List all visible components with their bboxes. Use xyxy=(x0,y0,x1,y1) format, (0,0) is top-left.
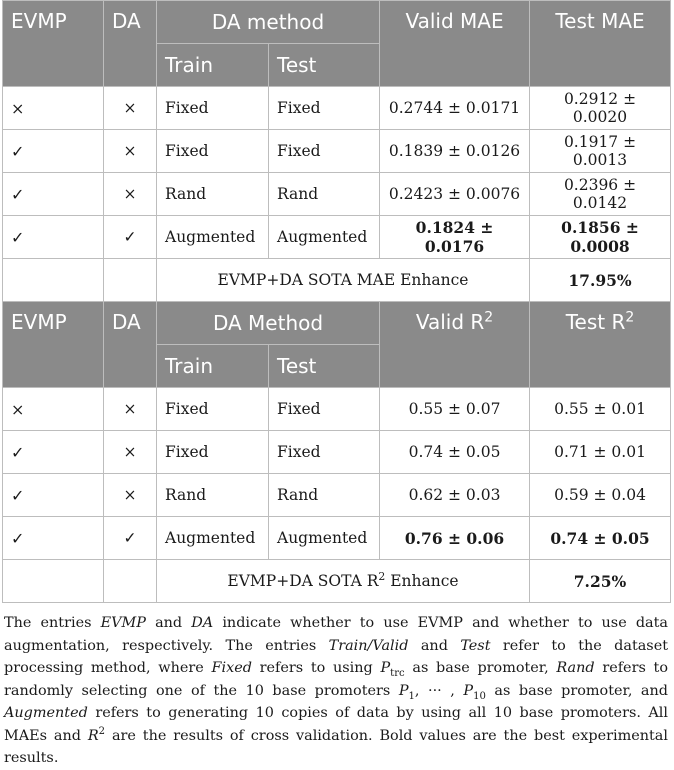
valid-mae-cell: 0.1824 ± 0.0176 xyxy=(380,216,530,259)
header-test-r2 xyxy=(530,302,671,388)
test-cell: Rand xyxy=(269,173,380,216)
table-row xyxy=(3,474,671,517)
caption-text: and xyxy=(145,615,192,631)
header-da-2: DA xyxy=(104,302,157,388)
da-cell: × xyxy=(104,431,157,474)
caption-italic: Rand xyxy=(556,660,595,676)
test-cell: Fixed xyxy=(269,388,380,431)
test-r2-cell: 0.74 ± 0.05 xyxy=(530,517,671,560)
table-caption xyxy=(4,612,668,770)
valid-r2-cell: 0.55 ± 0.07 xyxy=(380,388,530,431)
results-table xyxy=(2,0,671,603)
caption-sub: 1 xyxy=(408,690,415,702)
test-cell: Augmented xyxy=(269,216,380,259)
test-cell: Fixed xyxy=(269,87,380,130)
da-cell: × xyxy=(104,130,157,173)
mae-enhance-value: 17.95% xyxy=(530,259,671,302)
test-cell: Rand xyxy=(269,474,380,517)
table-row xyxy=(3,388,671,431)
header-da-method: DA method xyxy=(157,1,380,44)
caption-text: indicate whether to use EVMP and whether to use data augmentation, respectively. The entries xyxy=(4,615,668,654)
caption-sub: trc xyxy=(390,667,405,679)
header-train-2: Train xyxy=(157,345,269,388)
empty-cell xyxy=(3,259,104,302)
caption-text: , ··· , xyxy=(414,682,464,699)
caption-italic: R xyxy=(87,727,99,744)
empty-cell xyxy=(104,560,157,603)
caption-italic: Train/Valid xyxy=(328,637,409,654)
table-row xyxy=(3,517,671,560)
valid-r2-text: Valid R xyxy=(415,310,485,334)
valid-r2-cell: 0.74 ± 0.05 xyxy=(380,431,530,474)
caption-italic: P xyxy=(463,682,474,699)
table-row xyxy=(3,173,671,216)
caption-text: refers to randomly selecting one of the 10 base promoters xyxy=(4,660,668,699)
test-cell: Augmented xyxy=(269,517,380,560)
caption-text: as base promoter, and xyxy=(485,682,668,699)
da-cell: × xyxy=(104,87,157,130)
caption-italic: Test xyxy=(460,637,491,654)
caption-italic: Augmented xyxy=(4,705,88,721)
test-r2-cell: 0.71 ± 0.01 xyxy=(530,431,671,474)
test-r2-text: Test R xyxy=(565,310,626,334)
r2-enhance-label xyxy=(157,560,530,603)
evmp-cell: ✓ xyxy=(3,130,104,173)
evmp-cell: ✓ xyxy=(3,216,104,259)
test-mae-cell: 0.1917 ± 0.0013 xyxy=(530,130,671,173)
r2-enhance-pre: EVMP+DA SOTA R xyxy=(227,572,379,590)
table-row xyxy=(3,130,671,173)
test-mae-cell: 0.2912 ± 0.0020 xyxy=(530,87,671,130)
header-valid-mae: Valid MAE xyxy=(380,1,530,87)
header-valid-r2 xyxy=(380,302,530,388)
da-cell: × xyxy=(104,388,157,431)
train-cell: Fixed xyxy=(157,130,269,173)
caption-sup: 2 xyxy=(98,725,106,737)
r2-enhance-sup: 2 xyxy=(378,569,386,583)
valid-r2-cell: 0.62 ± 0.03 xyxy=(380,474,530,517)
header-test-mae: Test MAE xyxy=(530,1,671,87)
header-da-method-2: DA Method xyxy=(157,302,380,345)
empty-cell xyxy=(3,560,104,603)
test-r2-sup: 2 xyxy=(625,309,635,326)
caption-text: are the results of cross validation. Bold values are the best experimental results. xyxy=(4,727,668,766)
da-cell: ✓ xyxy=(104,216,157,259)
empty-cell xyxy=(104,259,157,302)
test-r2-cell: 0.59 ± 0.04 xyxy=(530,474,671,517)
caption-italic: DA xyxy=(191,615,214,631)
mae-enhance-label: EVMP+DA SOTA MAE Enhance xyxy=(157,259,530,302)
train-cell: Fixed xyxy=(157,431,269,474)
caption-italic: P xyxy=(380,660,391,676)
header-test: Test xyxy=(269,44,380,87)
caption-sub: 10 xyxy=(473,690,486,702)
caption-text: The entries xyxy=(4,615,101,631)
train-cell: Fixed xyxy=(157,388,269,431)
evmp-cell: ✓ xyxy=(3,173,104,216)
da-cell: × xyxy=(104,474,157,517)
train-cell: Augmented xyxy=(157,216,269,259)
test-mae-cell: 0.1856 ± 0.0008 xyxy=(530,216,671,259)
caption-text: and xyxy=(408,637,461,654)
test-cell: Fixed xyxy=(269,431,380,474)
valid-mae-cell: 0.2423 ± 0.0076 xyxy=(380,173,530,216)
test-cell: Fixed xyxy=(269,130,380,173)
r2-enhance-value: 7.25% xyxy=(530,560,671,603)
evmp-cell: × xyxy=(3,388,104,431)
summary-row xyxy=(3,259,671,302)
header-train: Train xyxy=(157,44,269,87)
caption-text: refers to generating 10 copies of data by using all 10 base promoters. All MAEs and xyxy=(4,705,668,744)
table-row xyxy=(3,431,671,474)
header-da: DA xyxy=(104,1,157,87)
evmp-cell: ✓ xyxy=(3,474,104,517)
test-r2-cell: 0.55 ± 0.01 xyxy=(530,388,671,431)
header-evmp-2: EVMP xyxy=(3,302,104,388)
valid-r2-cell: 0.76 ± 0.06 xyxy=(380,517,530,560)
caption-italic: Fixed xyxy=(211,660,252,676)
caption-italic: P xyxy=(398,682,409,699)
caption-italic: EVMP xyxy=(100,615,146,631)
evmp-cell: ✓ xyxy=(3,517,104,560)
train-cell: Rand xyxy=(157,173,269,216)
header-evmp: EVMP xyxy=(3,1,104,87)
da-cell: × xyxy=(104,173,157,216)
train-cell: Fixed xyxy=(157,87,269,130)
caption-text: as base promoter, xyxy=(404,660,557,676)
da-cell: ✓ xyxy=(104,517,157,560)
valid-r2-sup: 2 xyxy=(484,309,494,326)
caption-text: refers to using xyxy=(251,660,381,676)
caption-text: refer to the dataset processing method, where xyxy=(4,637,668,676)
test-mae-cell: 0.2396 ± 0.0142 xyxy=(530,173,671,216)
train-cell: Rand xyxy=(157,474,269,517)
evmp-cell: ✓ xyxy=(3,431,104,474)
valid-mae-cell: 0.1839 ± 0.0126 xyxy=(380,130,530,173)
r2-enhance-post: Enhance xyxy=(385,572,459,590)
evmp-cell: × xyxy=(3,87,104,130)
table-row xyxy=(3,216,671,259)
summary-row xyxy=(3,560,671,603)
table-row xyxy=(3,87,671,130)
train-cell: Augmented xyxy=(157,517,269,560)
header-test-2: Test xyxy=(269,345,380,388)
valid-mae-cell: 0.2744 ± 0.0171 xyxy=(380,87,530,130)
